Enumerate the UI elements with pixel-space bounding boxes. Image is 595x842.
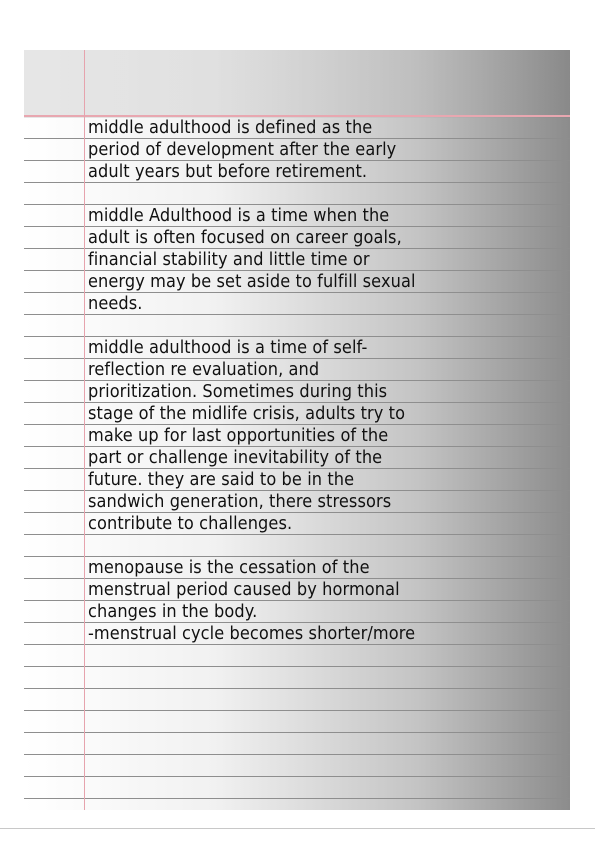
margin-line	[84, 50, 85, 810]
notebook-page	[24, 50, 570, 810]
paragraph-3	[88, 337, 566, 535]
text-line: sandwich generation, there stressors	[88, 492, 392, 512]
text-line: middle Adulthood is a time when the	[88, 206, 390, 226]
text-line: period of development after the early	[88, 140, 397, 160]
blank-line	[88, 535, 566, 557]
text-line: menstrual period caused by hormonal	[88, 580, 400, 600]
text-line: adult years but before retirement.	[88, 162, 368, 182]
ruled-line	[24, 776, 570, 777]
text-line: prioritization. Sometimes during this	[88, 382, 388, 402]
text-line: middle adulthood is a time of self-	[88, 338, 368, 358]
text-line: changes in the body.	[88, 602, 258, 622]
ruled-line	[24, 754, 570, 755]
paragraph-4	[88, 557, 566, 645]
text-line: reflection re evaluation, and	[88, 360, 320, 380]
ruled-line	[24, 710, 570, 711]
blank-line	[88, 183, 566, 205]
text-line: energy may be set aside to fulfill sexual	[88, 272, 416, 292]
ruled-line	[24, 688, 570, 689]
text-line: -menstrual cycle becomes shorter/more	[88, 624, 416, 644]
page-bottom-divider	[0, 828, 595, 829]
paragraph-2	[88, 205, 566, 315]
text-line: needs.	[88, 294, 143, 314]
text-line: part or challenge inevitability of the	[88, 448, 383, 468]
text-line: adult is often focused on career goals,	[88, 228, 402, 248]
ruled-line	[24, 798, 570, 799]
handwritten-notes	[88, 117, 566, 645]
text-line: financial stability and little time or	[88, 250, 370, 270]
text-line: make up for last opportunities of the	[88, 426, 389, 446]
text-line: middle adulthood is defined as the	[88, 118, 373, 138]
blank-line	[88, 315, 566, 337]
ruled-line	[24, 666, 570, 667]
text-line: stage of the midlife crisis, adults try to	[88, 404, 406, 424]
page-header-band	[24, 50, 570, 118]
text-line: future. they are said to be in the	[88, 470, 355, 490]
text-line: menopause is the cessation of the	[88, 558, 370, 578]
text-line: contribute to challenges.	[88, 514, 293, 534]
paragraph-1	[88, 117, 566, 183]
ruled-line	[24, 732, 570, 733]
